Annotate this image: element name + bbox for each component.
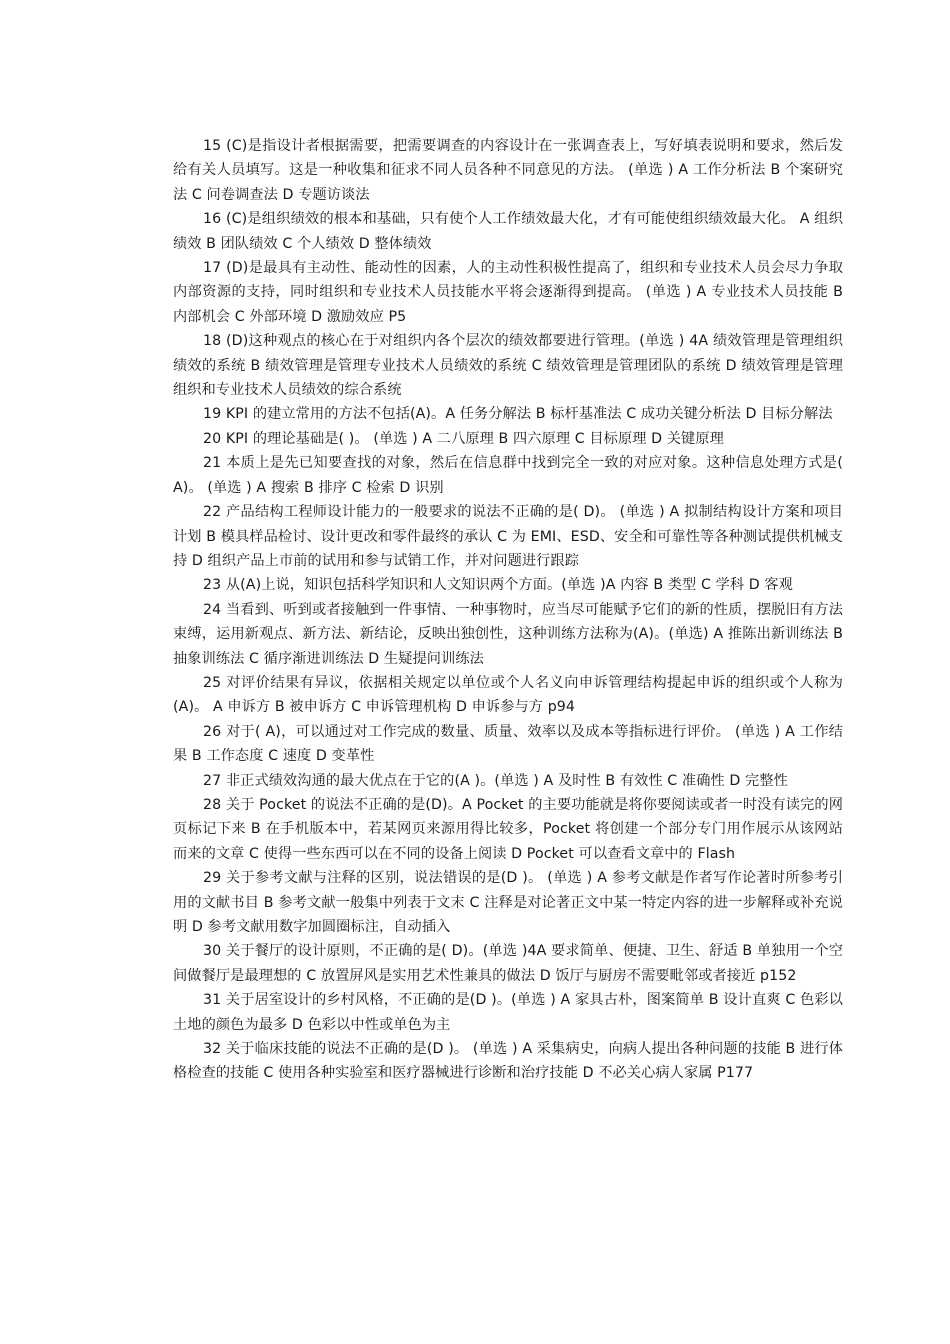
question-28: 28 关于 Pocket 的说法不正确的是(D)。A Pocket 的主要功能就是将你要阅读或者一时没有读完的网页标记下来 B 在手机版本中，若某网页来源用得比较多，Pocket 将创建一个部分专门用作展示从该网站而来的文章 C 使得一些东西可以在不同的设备上阅读 D Pocket 可以查看文章中的 Flash: [173, 796, 843, 862]
question-31: 31 关于居室设计的乡村风格，不正确的是(D )。(单选 ) A 家具古朴，图案简单 B 设计直爽 C 色彩以土地的颜色为最多 D 色彩以中性或单色为主: [173, 992, 843, 1033]
question-30: 30 关于餐厅的设计原则，不正确的是( D)。(单选 )4A 要求简单、便捷、卫生、舒适 B 单独用一个空间做餐厅是最理想的 C 放置屏风是实用艺术性兼具的做法 D 饭厅与厨房不需要毗邻或者接近 p152: [173, 943, 843, 984]
document-body: [173, 134, 843, 1086]
question-15: 15 (C)是指设计者根据需要，把需要调查的内容设计在一张调查表上，写好填表说明和要求，然后发给有关人员填写。这是一种收集和征求不同人员各种不同意见的方法。 (单选 ) A 工作分析法 B 个案研究法 C 问卷调查法 D 专题访谈法: [173, 138, 843, 203]
question-22: 22 产品结构工程师设计能力的一般要求的说法不正确的是( D)。 (单选 ) A 拟制结构设计方案和项目计划 B 模具样品检讨、设计更改和零件最终的承认 C 为 EMI、ESD、安全和可靠性等各种测试提供机械支持 D 组织产品上市前的试用和参与试销工作，并对问题进行跟踪: [173, 504, 843, 569]
question-25: 25 对评价结果有异议，依据相关规定以单位或个人名义向申诉管理结构提起申诉的组织或个人称为(A)。 A 申诉方 B 被申诉方 C 申诉管理机构 D 申诉参与方 p94: [173, 674, 843, 716]
question-32: 32 关于临床技能的说法不正确的是(D )。 (单选 ) A 采集病史，向病人提出各种问题的技能 B 进行体格检查的技能 C 使用各种实验室和医疗器械进行诊断和治疗技能 D 不必关心病人家属 P177: [173, 1041, 843, 1082]
question-23: 23 从(A)上说，知识包括科学知识和人文知识两个方面。(单选 )A 内容 B 类型 C 学科 D 客观: [203, 577, 793, 594]
question-18: 18 (D)这种观点的核心在于对组织内各个层次的绩效都要进行管理。(单选 ) 4A 绩效管理是管理组织绩效的系统 B 绩效管理是管理专业技术人员绩效的系统 C 绩效管理是管理团队的系统 D 绩效管理是管理组织和专业技术人员绩效的综合系统: [173, 333, 843, 399]
question-26: 26 对于( A)，可以通过对工作完成的数量、质量、效率以及成本等指标进行评价。 (单选 ) A 工作结果 B 工作态度 C 速度 D 变革性: [173, 723, 843, 765]
question-24: 24 当看到、听到或者接触到一件事情、一种事物时，应当尽可能赋予它们的新的性质，摆脱旧有方法束缚，运用新观点、新方法、新结论，反映出独创性，这种训练方法称为(A)。(单选) A 推陈出新训练法 B 抽象训练法 C 循序渐进训练法 D 生疑提问训练法: [173, 601, 843, 667]
question-29: 29 关于参考文献与注释的区别，说法错误的是(D )。 (单选 ) A 参考文献是作者写作论著时所参考引用的文献书目 B 参考文献一般集中列表于文末 C 注释是对论著正文中某一特定内容的进一步解释或补充说明 D 参考文献用数字加圆圈标注，自动插入: [173, 870, 843, 935]
question-17: 17 (D)是最具有主动性、能动性的因素，人的主动性积极性提高了，组织和专业技术人员会尽力争取内部资源的支持，同时组织和专业技术人员技能水平将会逐渐得到提高。 (单选 ) A 专业技术人员技能 B 内部机会 C 外部环境 D 激励效应 P5: [173, 260, 843, 325]
question-20: 20 KPI 的理论基础是( )。 (单选 ) A 二八原理 B 四六原理 C 目标原理 D 关键原理: [203, 430, 724, 447]
question-19: 19 KPI 的建立常用的方法不包括(A)。A 任务分解法 B 标杆基准法 C 成功关键分析法 D 目标分解法: [203, 406, 833, 423]
question-27: 27 非正式绩效沟通的最大优点在于它的(A )。(单选 ) A 及时性 B 有效性 C 准确性 D 完整性: [203, 772, 788, 789]
question-16: 16 (C)是组织绩效的根本和基础，只有使个人工作绩效最大化，才有可能使组织绩效最大化。 A 组织绩效 B 团队绩效 C 个人绩效 D 整体绩效: [173, 211, 843, 252]
question-21: 21 本质上是先已知要查找的对象，然后在信息群中找到完全一致的对应对象。这种信息处理方式是( A)。 (单选 ) A 搜索 B 排序 C 检索 D 识别: [173, 455, 843, 496]
